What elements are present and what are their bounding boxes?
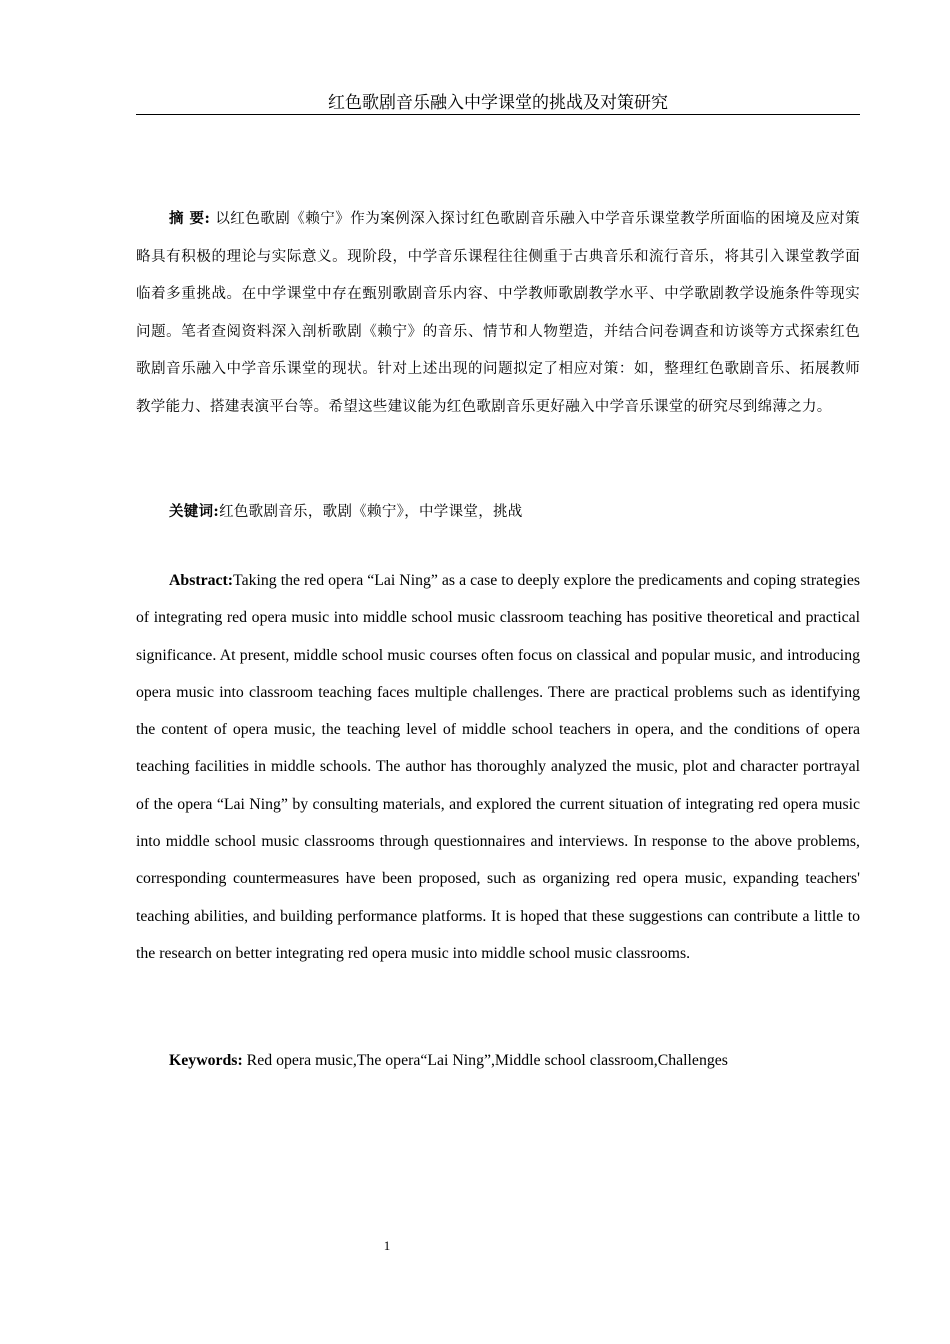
chinese-abstract: [136, 200, 860, 426]
english-keywords-text: Red opera music,The opera“Lai Ning”,Middle school classroom,Challenges: [242, 1052, 728, 1069]
english-keywords-label: Keywords:: [169, 1052, 243, 1069]
chinese-keywords-label: 关键词:: [169, 503, 220, 520]
chinese-keywords-text: 红色歌剧音乐，歌剧《赖宁》，中学课堂，挑战: [219, 504, 523, 520]
page-number: 1: [383, 1238, 391, 1253]
english-abstract-text: Taking the red opera “Lai Ning” as a case to deeply explore the predicaments and coping strategies of integrating red opera music into middle school music classroom teaching has positive theoretical and practical significance. At present, middle school music courses often focus on classical and popular music, and introducing opera music into classroom teaching faces multiple challenges. There are practical problems such as identifying the content of opera music, the teaching level of middle school teachers in opera, and the conditions of opera teaching facilities in middle schools. The author has thoroughly analyzed the music, plot and character portrayal of the opera “Lai Ning” by consulting materials, and explored the current situation of integrating red opera music into middle school music classrooms through questionnaires and interviews. In response to the above problems, corresponding countermeasures have been proposed, such as organizing red opera music, expanding teachers' teaching abilities, and building performance platforms. It is hoped that these suggestions can contribute a little to the research on better integrating red opera music into middle school music classrooms.: [136, 572, 860, 962]
chinese-abstract-text: 以红色歌剧《赖宁》作为案例深入探讨红色歌剧音乐融入中学音乐课堂教学所面临的困境及应对策略具有积极的理论与实际意义。现阶段，中学音乐课程往往侧重于古典音乐和流行音乐，将其引入课堂教学面临着多重挑战。在中学课堂中存在甄别歌剧音乐内容、中学教师歌剧教学水平、中学歌剧教学设施条件等现实问题。笔者查阅资料深入剖析歌剧《赖宁》的音乐、情节和人物塑造，并结合问卷调查和访谈等方式探索红色歌剧音乐融入中学音乐课堂的现状。针对上述出现的问题拟定了相应对策：如，整理红色歌剧音乐、拓展教师教学能力、搭建表演平台等。希望这些建议能为红色歌剧音乐更好融入中学音乐课堂的研究尽到绵薄之力。: [136, 211, 860, 415]
english-abstract-label: Abstract:: [169, 572, 234, 589]
english-abstract: [136, 562, 860, 972]
running-header: 红色歌剧音乐融入中学课堂的挑战及对策研究: [328, 93, 668, 113]
header-rule: [136, 114, 860, 115]
chinese-abstract-label: 摘 要:: [169, 210, 211, 227]
english-keywords: [136, 1042, 860, 1079]
chinese-keywords: [136, 493, 860, 532]
